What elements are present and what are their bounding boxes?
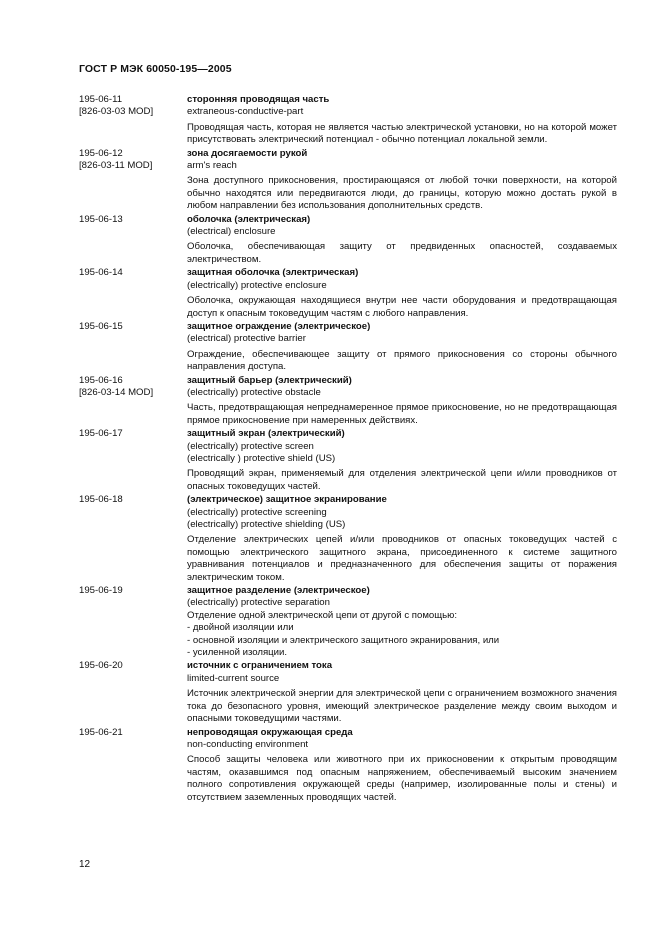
term-definition: Ограждение, обеспечивающее защиту от прямого прикосновения со стороны обычного направления доступа. xyxy=(187,348,617,373)
term-codes xyxy=(79,428,187,493)
term-definition: Отделение электрических цепей и/или проводников от опасных токоведущих частей с помощью электрического защитного экрана, присоединенного к системе защитного уравнивания потенциалов и предназначенного для обеспечения защиты от поражения электрическим током. xyxy=(187,534,617,583)
term-english: (electrically) protective obstacle xyxy=(187,386,321,398)
term-definition: Оболочка, обеспечивающая защиту от предвиденных опасностей, создаваемых электричеством. xyxy=(187,241,617,265)
term-body xyxy=(187,321,617,374)
term-body xyxy=(187,660,617,725)
term-english: (electrical) protective barrier xyxy=(187,333,306,345)
term-codes xyxy=(79,214,187,267)
term-definition: Зона доступного прикосновения, простирающаяся от любой точки поверхности, на которой обычно находятся или передвигаются люди, до границы, которую можно достать рукой в любом направлении без использования дополнительных средств. xyxy=(187,175,617,212)
term-code: 195-06-18 xyxy=(79,494,123,506)
term-code: 195-06-13 xyxy=(79,213,123,225)
iec-reference: [826-03-14 MOD] xyxy=(79,386,154,398)
term-russian: защитный барьер (электрический) xyxy=(187,374,352,386)
document-header: ГОСТ Р МЭК 60050-195—2005 xyxy=(79,63,232,75)
term-entry xyxy=(79,375,619,428)
term-code: 195-06-20 xyxy=(79,660,123,672)
term-russian: оболочка (электрическая) xyxy=(187,213,311,225)
term-entry xyxy=(79,148,619,213)
term-body xyxy=(187,727,617,804)
term-english: (electrically ) protective shield (US) xyxy=(187,452,336,464)
term-codes xyxy=(79,148,187,213)
term-english: (electrically) protective screening xyxy=(187,506,327,518)
term-codes xyxy=(79,494,187,584)
term-entry xyxy=(79,94,619,147)
term-entry xyxy=(79,585,619,659)
iec-reference: [826-03-03 MOD] xyxy=(79,106,154,118)
term-codes xyxy=(79,267,187,320)
term-entry xyxy=(79,214,619,267)
term-definition: Проводящий экран, применяемый для отделения электрической цепи и/или проводников от опасных токоведущих частей. xyxy=(187,468,617,492)
term-russian: защитное ограждение (электрическое) xyxy=(187,320,371,332)
term-english: limited-current source xyxy=(187,672,280,684)
term-code: 195-06-15 xyxy=(79,320,123,332)
term-code: 195-06-16 xyxy=(79,374,123,386)
term-codes xyxy=(79,727,187,804)
term-russian: источник с ограничением тока xyxy=(187,660,333,672)
term-body xyxy=(187,94,617,147)
term-english: (electrically) protective shielding (US) xyxy=(187,519,346,530)
term-body xyxy=(187,267,617,320)
term-definition: Проводящая часть, которая не является частью электрической установки, но на которой может присутствовать электрический потенциал - обычно потенциал локальной земли. xyxy=(187,121,617,146)
term-russian: (электрическое) защитное экранирование xyxy=(187,494,387,506)
iec-reference: [826-03-11 MOD] xyxy=(79,160,153,172)
definition-list-item: - основной изоляции и электрического защитного экранирования, или xyxy=(187,634,500,646)
term-body xyxy=(187,428,617,493)
term-codes xyxy=(79,375,187,428)
term-russian: зона досягаемости рукой xyxy=(187,147,308,159)
term-body xyxy=(187,148,617,213)
term-entry xyxy=(79,267,619,320)
term-body xyxy=(187,375,617,428)
term-russian: защитная оболочка (электрическая) xyxy=(187,267,359,279)
term-code: 195-06-21 xyxy=(79,726,123,738)
term-entry xyxy=(79,321,619,374)
term-code: 195-06-11 xyxy=(79,94,123,105)
page-number: 12 xyxy=(79,859,91,870)
term-entry xyxy=(79,428,619,493)
term-body xyxy=(187,585,617,659)
term-english: (electrically) protective enclosure xyxy=(187,279,327,291)
term-codes xyxy=(79,585,187,659)
term-code: 195-06-19 xyxy=(79,585,123,597)
term-russian: сторонняя проводящая часть xyxy=(187,94,330,105)
term-english: arm's reach xyxy=(187,160,237,172)
term-english: (electrical) enclosure xyxy=(187,226,276,238)
term-definition: Источник электрической энергии для электрической цепи с ограничением возможного значения тока до безопасного уровня, имеющий электрическое разделение между своим выходом и опасными токоведущими частями. xyxy=(187,688,617,725)
term-english: extraneous-conductive-part xyxy=(187,106,304,118)
term-entry xyxy=(79,727,619,804)
term-codes xyxy=(79,94,187,147)
definition-list-item: - усиленной изоляции. xyxy=(187,647,288,659)
term-english: (electrically) protective screen xyxy=(187,440,314,452)
term-english: (electrically) protective separation xyxy=(187,597,330,609)
definition-list-item: - двойной изоляции или xyxy=(187,622,294,634)
term-codes xyxy=(79,321,187,374)
term-definition: Оболочка, окружающая находящиеся внутри нее части оборудования и предотвращающая доступ к опасным токоведущим частям с любого направления. xyxy=(187,295,617,319)
term-russian: непроводящая окружающая среда xyxy=(187,726,353,738)
term-code: 195-06-12 xyxy=(79,147,123,159)
term-russian: защитное разделение (электрическое) xyxy=(187,585,370,597)
term-definition: Часть, предотвращающая непреднамеренное прямое прикосновение, но не предотвращающая прямое прикосновение при намеренных действиях. xyxy=(187,402,617,426)
term-definition: Отделение одной электрической цепи от другой с помощью: xyxy=(187,609,458,621)
term-definition: Способ защиты человека или животного при их прикосновении к открытым проводящим частям, оказавшимся под опасным напряжением, обеспечиваемый высоким значением полного сопротивления окружающей среды (например, изолированные полы и стены) и отсутствием заземленных проводящих частей. xyxy=(187,754,617,803)
term-body xyxy=(187,494,617,584)
term-codes xyxy=(79,660,187,725)
term-body xyxy=(187,214,617,267)
term-entry xyxy=(79,660,619,725)
term-english: non-conducting environment xyxy=(187,738,309,750)
terms-list xyxy=(79,94,619,805)
term-entry xyxy=(79,494,619,584)
term-russian: защитный экран (электрический) xyxy=(187,428,345,440)
term-code: 195-06-14 xyxy=(79,267,123,279)
term-code: 195-06-17 xyxy=(79,428,123,440)
